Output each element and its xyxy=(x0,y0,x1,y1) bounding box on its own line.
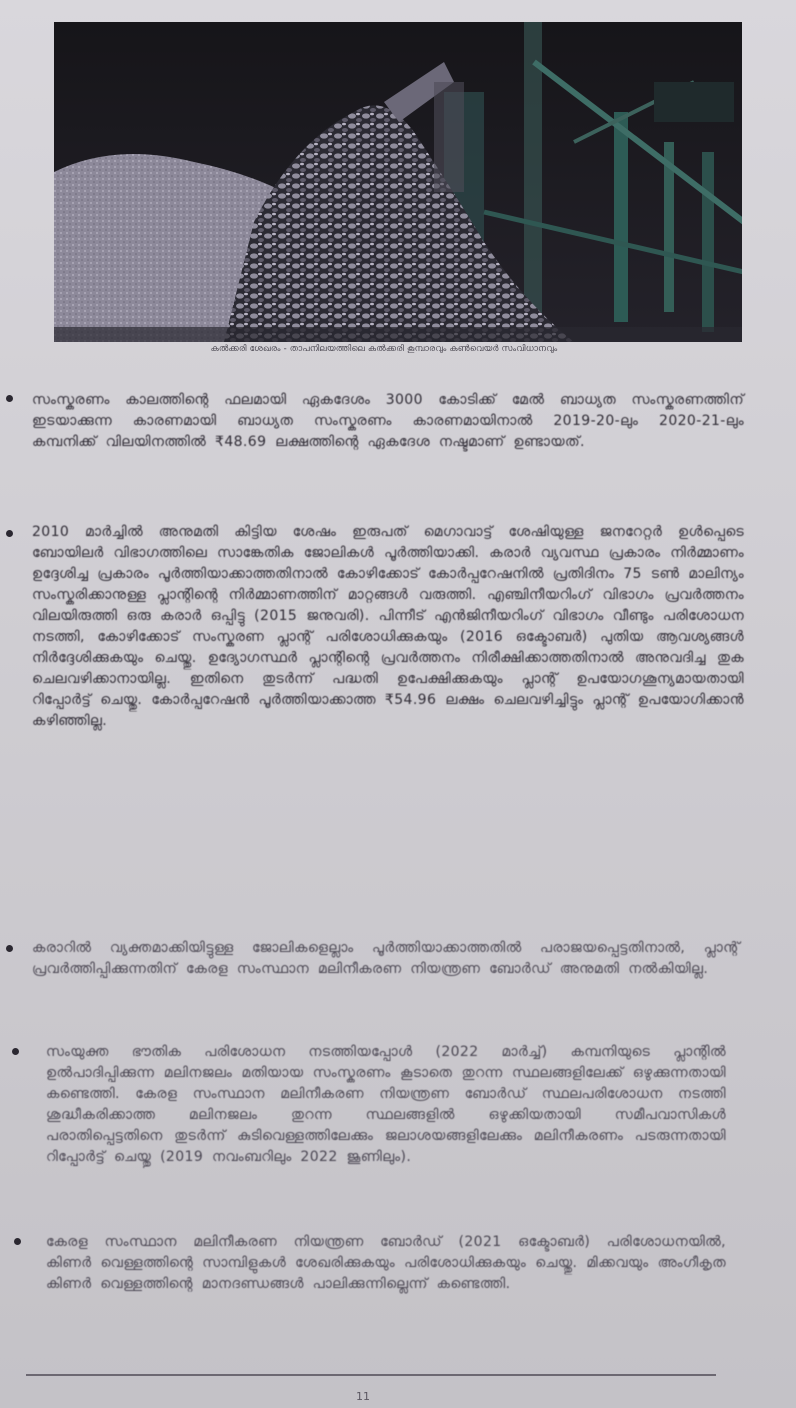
bullet-paragraph-1: സംസ്കരണം കാലത്തിന്റെ ഫലമായി ഏകദേശം 3000 കോടിക്ക് മേൽ ബാധ്യത സംസ്കരണത്തിന് ഇടയാക്കുന്ന കാരണമായി ബാധ്യത സംസ്കരണം കാരണമായിനാൽ 2019-20-ലും 2020-21-ലും കമ്പനിക്ക് വിലയിനത്തിൽ ₹48.69 ലക്ഷത്തിന്റെ ഏകദേശ നഷ്ടമാണ് ഉണ്ടായത്. xyxy=(32,392,744,450)
bullet-paragraph-3: കരാറിൽ വ്യക്തമാക്കിയിട്ടുള്ള ജോലികളെല്ലാം പൂർത്തിയാക്കാത്തതിൽ പരാജയപ്പെട്ടതിനാൽ, പ്ലാന്റ് പ്രവർത്തിപ്പിക്കുന്നതിന് കേരള സംസ്ഥാന മലിനീകരണ നിയന്ത്രണ ബോർഡ് അനുമതി നൽകിയില്ല. xyxy=(32,940,740,977)
bullet-marker xyxy=(6,395,13,402)
coal-heap-photo xyxy=(54,22,742,342)
page-number: 11 xyxy=(356,1390,370,1403)
bullet-paragraph-2: 2010 മാർച്ചിൽ അനുമതി കിട്ടിയ ശേഷം ഇരുപത് മെഗാവാട്ട് ശേഷിയുള്ള ജനറേറ്റർ ഉൾപ്പെടെ ബോയിലർ വിഭാഗത്തിലെ സാങ്കേതിക ജോലികൾ പൂർത്തിയാക്കി. കരാർ വ്യവസ്ഥ പ്രകാരം നിർമ്മാണം ഉദ്ദേശിച്ച പ്രകാരം പൂർത്തിയാക്കാത്തതിനാൽ കോഴിക്കോട് കോർപ്പറേഷനിൽ പ്രതിദിനം 75 ടൺ മാലിന്യം സംസ്കരിക്കാനുള്ള പ്ലാന്റിന്റെ നിർമ്മാണത്തിന് മാറ്റങ്ങൾ വരുത്തി. എഞ്ചിനീയറിംഗ് വിഭാഗം പ്രവർത്തനം വിലയിരുത്തി ഒരു കരാർ ഒപ്പിട്ടു (2015 ജനുവരി). പിന്നീട് എൻജിനീയറിംഗ് വിഭാഗം വീണ്ടും പരിശോധന നടത്തി, കോഴിക്കോട് സംസ്കരണ പ്ലാന്റ് പരിശോധിക്കുകയും (2016 ഒക്ടോബർ) പുതിയ ആവശ്യങ്ങൾ നിർദ്ദേശിക്കുകയും ചെയ്തു. ഉദ്യോഗസ്ഥർ പ്ലാന്റിന്റെ പ്രവർത്തനം നിരീക്ഷിക്കാത്തതിനാൽ അനുവദിച്ച തുക ചെലവഴിക്കാനായില്ല. ഇതിനെ തുടർന്ന് പദ്ധതി ഉപേക്ഷിക്കുകയും പ്ലാന്റ് ഉപയോഗശൂന്യമായതായി റിപ്പോർട്ട് ചെയ്തു. കോർപ്പറേഷൻ പൂർത്തിയാക്കാത്ത ₹54.96 ലക്ഷം ചെലവഴിച്ചിട്ടും പ്ലാന്റ് ഉപയോഗിക്കാൻ കഴിഞ്ഞില്ല. xyxy=(32,524,744,729)
bullet-marker xyxy=(12,1048,19,1055)
bullet-marker xyxy=(6,945,13,952)
bullet-paragraph-4: സംയുക്ത ഭൗതിക പരിശോധന നടത്തിയപ്പോൾ (2022 മാർച്ച്) കമ്പനിയുടെ പ്ലാന്റിൽ ഉൽപാദിപ്പിക്കുന്ന മലിനജലം മതിയായ സംസ്കരണം കൂടാതെ തുറന്ന സ്ഥലങ്ങളിലേക്ക് ഒഴുക്കുന്നതായി കണ്ടെത്തി. കേരള സംസ്ഥാന മലിനീകരണ നിയന്ത്രണ ബോർഡ് സ്ഥലപരിശോധന നടത്തി ശുദ്ധീകരിക്കാത്ത മലിനജലം തുറന്ന സ്ഥലങ്ങളിൽ ഒഴുക്കിയതായി സമീപവാസികൾ പരാതിപ്പെട്ടതിനെ തുടർന്ന് കുടിവെള്ളത്തിലേക്കും ജലാശയങ്ങളിലേക്കും മലിനീകരണം പടരുന്നതായി റിപ്പോർട്ട് ചെയ്തു (2019 നവംബറിലും 2022 ജൂണിലും). xyxy=(46,1044,726,1165)
footer-rule xyxy=(26,1374,716,1376)
bullet-marker xyxy=(6,530,13,537)
bullet-paragraph-5: കേരള സംസ്ഥാന മലിനീകരണ നിയന്ത്രണ ബോർഡ് (2021 ഒക്ടോബർ) പരിശോധനയിൽ, കിണർ വെള്ളത്തിന്റെ സാമ്പിളുകൾ ശേഖരിക്കുകയും പരിശോധിക്കുകയും ചെയ്തു. മിക്കവയും അംഗീകൃത കിണർ വെള്ളത്തിന്റെ മാനദണ്ഡങ്ങൾ പാലിക്കുന്നില്ലെന്ന് കണ്ടെത്തി. xyxy=(46,1234,726,1292)
bullet-marker xyxy=(14,1238,21,1245)
photo-caption: കൽക്കരി ശേഖരം - താപനിലയത്തിലെ കൽക്കരി കൂമ്പാരവും കൺവെയർ സംവിധാനവും xyxy=(210,344,558,354)
